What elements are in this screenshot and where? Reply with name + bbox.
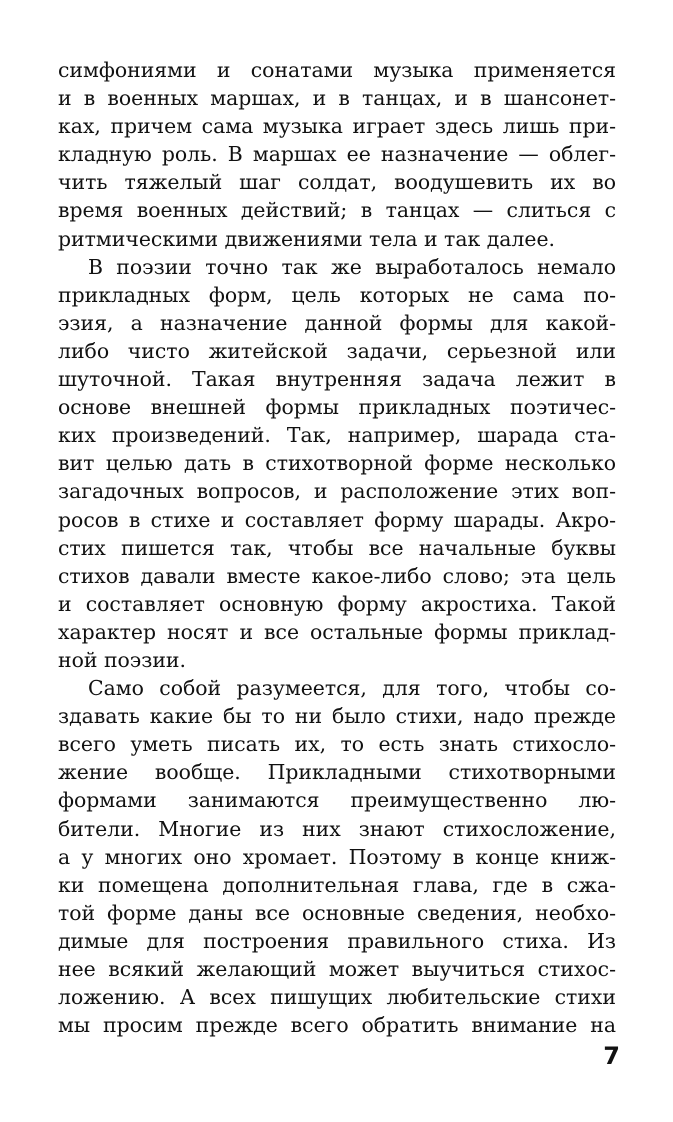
text-line: шуточной. Такая внутренняя задача лежит в: [58, 367, 616, 392]
page-number: 7: [603, 1042, 620, 1070]
text-line: ложению. А всех пишущих любительские стихи: [58, 985, 616, 1010]
text-line: стихов давали вместе какое-либо слово; эта цель: [58, 563, 616, 588]
text-line: прикладных форм, цель которых не сама по-: [58, 282, 616, 307]
text-line: загадочных вопросов, и расположение этих воп-: [58, 479, 616, 504]
text-line: той форме даны все основные сведения, необхо-: [58, 900, 616, 925]
text-line: и в военных маршах, и в танцах, и в шансонет-: [58, 86, 616, 111]
text-line: нее всякий желающий может выучиться стихос-: [58, 957, 616, 981]
text-line: характер носят и все остальные формы приклад-: [58, 619, 616, 644]
text-line: бители. Многие из них знают стихосложение,: [58, 816, 616, 841]
text-line: эзия, а назначение данной формы для какой-: [58, 310, 616, 335]
text-line: кладную роль. В маршах ее назначение — облег-: [58, 142, 616, 167]
text-line: ритмическими движениями тела и так далее.: [58, 226, 555, 251]
text-line: мы просим прежде всего обратить внимание на: [58, 1013, 616, 1038]
text-line: стих пишется так, чтобы все начальные буквы: [58, 535, 616, 560]
text-line: формами занимаются преимущественно лю-: [58, 788, 616, 813]
paragraph-3: [58, 674, 616, 1039]
text-line: чить тяжелый шаг солдат, воодушевить их во: [58, 170, 616, 195]
text-line: либо чисто житейской задачи, серьезной или: [58, 338, 616, 363]
text-line: ких произведений. Так, например, шарада ста-: [58, 423, 616, 448]
text-line: росов в стихе и составляет форму шарады. Акро-: [58, 507, 616, 532]
text-line: здавать какие бы то ни было стихи, надо прежде: [58, 704, 616, 729]
text-line: жение вообще. Прикладными стихотворными: [58, 760, 616, 785]
text-line: вит целью дать в стихотворной форме несколько: [58, 451, 616, 476]
text-line: ки помещена дополнительная глава, где в сжа-: [58, 872, 616, 897]
text-line: ках, причем сама музыка играет здесь лишь при-: [58, 114, 616, 139]
text-line: В поэзии точно так же выработалось немало: [88, 254, 616, 279]
page-body: [58, 56, 616, 1039]
text-line: симфониями и сонатами музыка применяется: [58, 58, 616, 82]
text-line: основе внешней формы прикладных поэтичес-: [58, 395, 616, 420]
text-line: димые для построения правильного стиха. Из: [58, 928, 616, 953]
text-line: всего уметь писать их, то есть знать стихосло-: [58, 732, 616, 757]
text-line: Само собой разумеется, для того, чтобы со-: [88, 676, 616, 701]
paragraph-1: [58, 56, 616, 253]
text-line: а у многих оно хромает. Поэтому в конце книж-: [58, 844, 616, 869]
text-line: время военных действий; в танцах — слиться с: [58, 198, 616, 223]
text-line: и составляет основную форму акростиха. Такой: [58, 591, 616, 616]
paragraph-2: [58, 253, 616, 674]
text-line: ной поэзии.: [58, 647, 187, 672]
